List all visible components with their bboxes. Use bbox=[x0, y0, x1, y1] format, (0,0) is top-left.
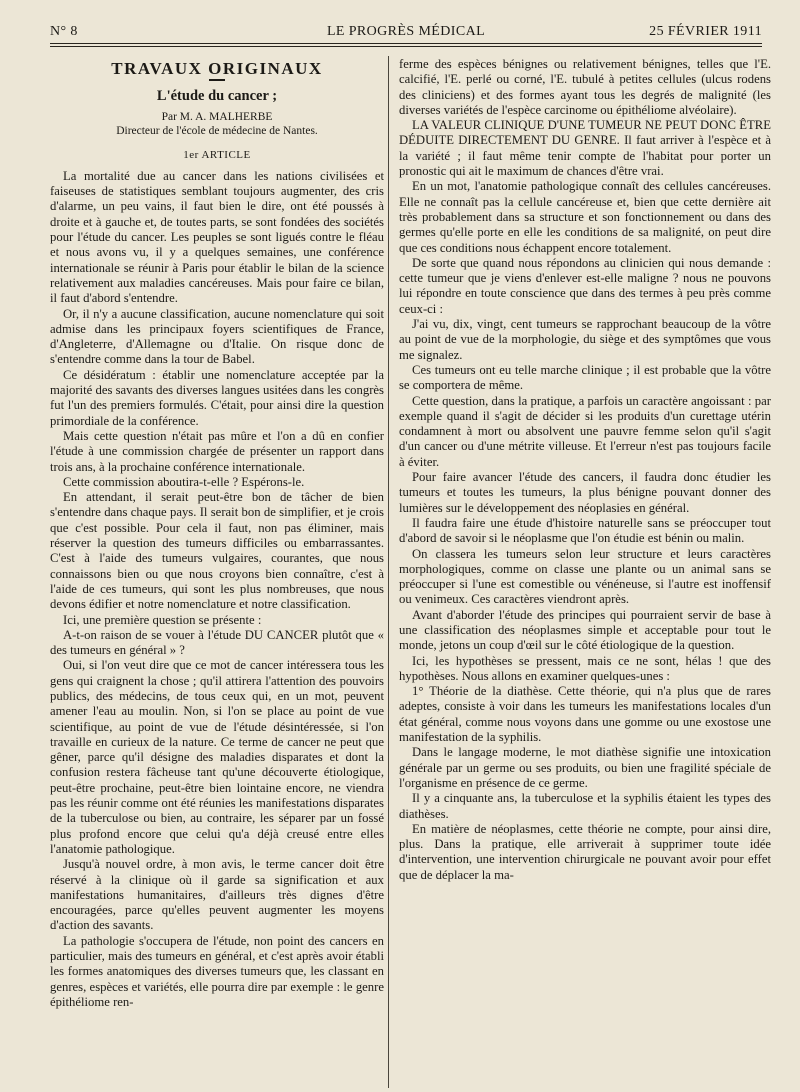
paragraph: En attendant, il serait peut-être bon de tâcher de bien s'entendre dans chaque pays. Il serait bon de simplifier, et je crois que c'est possible. Pour cela il faut, non pas éliminer, mais réserver la question des tumeurs difficiles ou embarrassantes. C'est à l'aide des tumeurs vulgaires, courantes, que nous connaissons bien ou que nous croyons bien connaître, c'est à l'aide de ces tumeurs, qui sont les plus nombreuses, que nous devons édifier et notre nomenclature et notre classification. bbox=[50, 490, 384, 612]
paragraph: Ici, une première question se présente : bbox=[63, 612, 262, 627]
title-dash bbox=[209, 79, 225, 81]
section-title: TRAVAUX ORIGINAUX bbox=[111, 59, 323, 78]
journal-title: LE PROGRÈS MÉDICAL bbox=[326, 24, 486, 39]
article-author: Par M. A. MALHERBE bbox=[161, 110, 273, 123]
paragraph: En un mot, l'anatomie pathologique connaît des cellules cancéreuses. Elle ne connaît pas la cellule cancéreuse et, bien que cette dernière ait très probablement dans sa structure et son fonctionnement ou dans des germes qu'elle porte en elle les conditions de sa malignité, on peut dire que ces conditions nous échappent encore totalement. bbox=[399, 179, 771, 255]
left-column bbox=[50, 57, 384, 1010]
paragraph: LA VALEUR CLINIQUE D'UNE TUMEUR NE PEUT DONC ÊTRE DÉDUITE DIRECTEMENT DU GENRE. Il faut arriver à l'espèce et à la variété ; il faut même tenir compte de l'habitat pour porter un pronostic qui ait le maximum de chances d'être vrai. bbox=[399, 118, 771, 179]
paragraph: Cette commission aboutira-t-elle ? Espérons-le. bbox=[63, 474, 305, 489]
issue-number: N° 8 bbox=[50, 24, 78, 39]
paragraph: La mortalité due au cancer dans les nations civilisées et faiseuses de statistiques semblant toujours augmenter, des cris d'alarme, un peu vains, il faut bien le dire, ont été poussés à droite et à gauche et, de toutes parts, se sont fondées des sociétés pour l'étude du cancer. Les peuples se sont ligués contre le fléau et nous avons vu, il y a quelques semaines, une conférence internationale se réunir à Paris pour établir le bilan de la science relativement aux maladies cancéreuses. Mais pour faire ce bilan, il faut d'abord s'entendre. bbox=[50, 168, 384, 306]
header-rule bbox=[50, 43, 762, 44]
paragraph: Avant d'aborder l'étude des principes qui pourraient servir de base à une classification des néoplasmes simple et acceptable pour tout le monde, jetons un coup d'œil sur le côté étiologique de la question. bbox=[399, 607, 771, 653]
paragraph: Ce désidératum : établir une nomenclature acceptée par la majorité des savants des diverses langues usitées dans les congrès fut l'un des premiers formulés. C'était, pour ainsi dire la question primordiale de la conférence. bbox=[50, 367, 384, 428]
paragraph: 1° Théorie de la diathèse. Cette théorie, qui n'a plus que de rares adeptes, consiste à voir dans les tumeurs les manifestations locales d'un état général, comme nous voyons dans une gomme ou une exostose une manifestation de la syphilis. bbox=[399, 684, 771, 745]
paragraph: Pour faire avancer l'étude des cancers, il faudra donc étudier les tumeurs et toutes les tumeurs, la plus bénigne pouvant donner des lumières sur le développement des néoplasies en général. bbox=[399, 470, 771, 515]
paragraph: Il faudra faire une étude d'histoire naturelle sans se préoccuper tout d'abord de savoir si le néoplasme que l'on étudie est bénin ou malin. bbox=[399, 515, 771, 546]
paragraph: On classera les tumeurs selon leur structure et leurs caractères morphologiques, comme on classe une plante ou un animal sans se préoccuper si l'une est comestible ou vénéneuse, si l'autre est inoffensif ou venimeux. Ces caractères viendront après. bbox=[399, 546, 771, 607]
right-column bbox=[399, 57, 771, 883]
paragraph: Or, il n'y a aucune classification, aucune nomenclature qui soit admise dans les principaux foyers scientifiques de France, d'Angleterre, d'Allemagne ou d'Italie. On risque donc de s'entendre comme dans la tour de Babel. bbox=[50, 306, 384, 367]
paragraph: Dans le langage moderne, le mot diathèse signifie une intoxication générale par un germe ou ses produits, ou bien une fragilité spéciale de l'organisme en présence de ce germe. bbox=[399, 745, 771, 790]
paragraph: Jusqu'à nouvel ordre, à mon avis, le terme cancer doit être réservé à la clinique où il garde sa signification et aux manifestations humanitaires, d'ailleurs très dignes d'être encouragées, parce qu'elles peuvent augmenter les moyens d'action des savants. bbox=[50, 857, 384, 933]
author-role: Directeur de l'école de médecine de Nantes. bbox=[116, 124, 318, 137]
page-header bbox=[50, 24, 762, 42]
header-rule-thin bbox=[50, 46, 762, 47]
issue-date: 25 FÉVRIER 1911 bbox=[649, 24, 762, 39]
paragraph: J'ai vu, dix, vingt, cent tumeurs se rapprochant beaucoup de la vôtre au point de vue de la morphologie, du siège et des symptômes que vous me signalez. bbox=[399, 317, 771, 362]
paragraph: ferme des espèces bénignes ou relativement bénignes, telles que l'E. calcifié, l'E. perlé ou corné, l'E. tubulé à petites cellules (ulcus rodens des cliniciens) et des formes ayant tous les degrés de malignité (les diverses variétés de l'espèce carcinome ou épithéliome alvéolaire). bbox=[399, 57, 771, 117]
article-number: 1er ARTICLE bbox=[183, 148, 251, 161]
column-separator bbox=[388, 56, 389, 1088]
paragraph: Oui, si l'on veut dire que ce mot de cancer intéressera tous les gens qui craignent la chose ; qu'il attirera l'attention des pouvoirs publics, des médecins, de tous ceux qui, en un mot, peuvent amener l'eau au moulin. Non, si l'on se place au point de vue scientifique, au point de vue de l'étude désintéressée, si l'on travaille en curieux de la nature. Ce terme de cancer ne peut que gêner, parce qu'il désigne des maladies disparates et dont la confusion restera fâcheuse tant qu'une découverte étiologique, peut-être prochaine, peut-être bien lointaine encore, ne viendra pas les réunir comme ont été réunies les manifestations disparates de la tuberculose ou bien, au contraire, les séparer par un fossé plus profond encore que celui qu'a déjà creusé entre elles l'anatomie pathologique. bbox=[50, 658, 384, 856]
article-title: L'étude du cancer ; bbox=[156, 88, 278, 105]
paragraph: Cette question, dans la pratique, a parfois un caractère angoissant : par exemple quand il s'agit de décider si les produits d'un curettage utérin condamnent à mort ou absolvent une pauvre femme selon qu'il s'agit d'un cancer ou d'une métrite villeuse. Et l'erreur n'est pas toujours facile à éviter. bbox=[399, 393, 771, 469]
paragraph: En matière de néoplasmes, cette théorie ne compte, pour ainsi dire, plus. Dans la pratique, elle arriverait à supprimer toute idée d'intervention, une intervention chirurgicale ne pouvant avoir pour effet que de déplacer la ma- bbox=[399, 821, 771, 882]
paragraph: La pathologie s'occupera de l'étude, non point des cancers en particulier, mais des tumeurs en général, et c'est après avoir établi les formes anatomiques des diverses tumeurs que, les classant en genres, espèces et variétés, elle pourra dire par exemple : le genre épithéliome ren- bbox=[50, 933, 384, 1009]
paragraph: Mais cette question n'était pas mûre et l'on a dû en confier l'étude à une commission chargée de présenter un rapport dans trois ans, à la prochaine conférence internationale. bbox=[50, 428, 384, 474]
paragraph: Ici, les hypothèses se pressent, mais ce ne sont, hélas ! que des hypothèses. Nous allons en examiner quelques-unes : bbox=[399, 653, 771, 683]
paragraph: Ces tumeurs ont eu telle marche clinique ; il est probable que la vôtre se comportera de même. bbox=[399, 362, 771, 393]
paragraph: Il y a cinquante ans, la tuberculose et la syphilis étaient les types des diathèses. bbox=[399, 791, 771, 821]
paragraph: A-t-on raison de se vouer à l'étude DU CANCER plutôt que « des tumeurs en général » ? bbox=[50, 627, 384, 658]
paragraph: De sorte que quand nous répondons au clinicien qui nous demande : cette tumeur que je viens d'enlever est-elle maligne ? nous ne pouvons lui répondre en toute conscience que dans des termes à peu près comme ceux-ci : bbox=[399, 255, 771, 316]
